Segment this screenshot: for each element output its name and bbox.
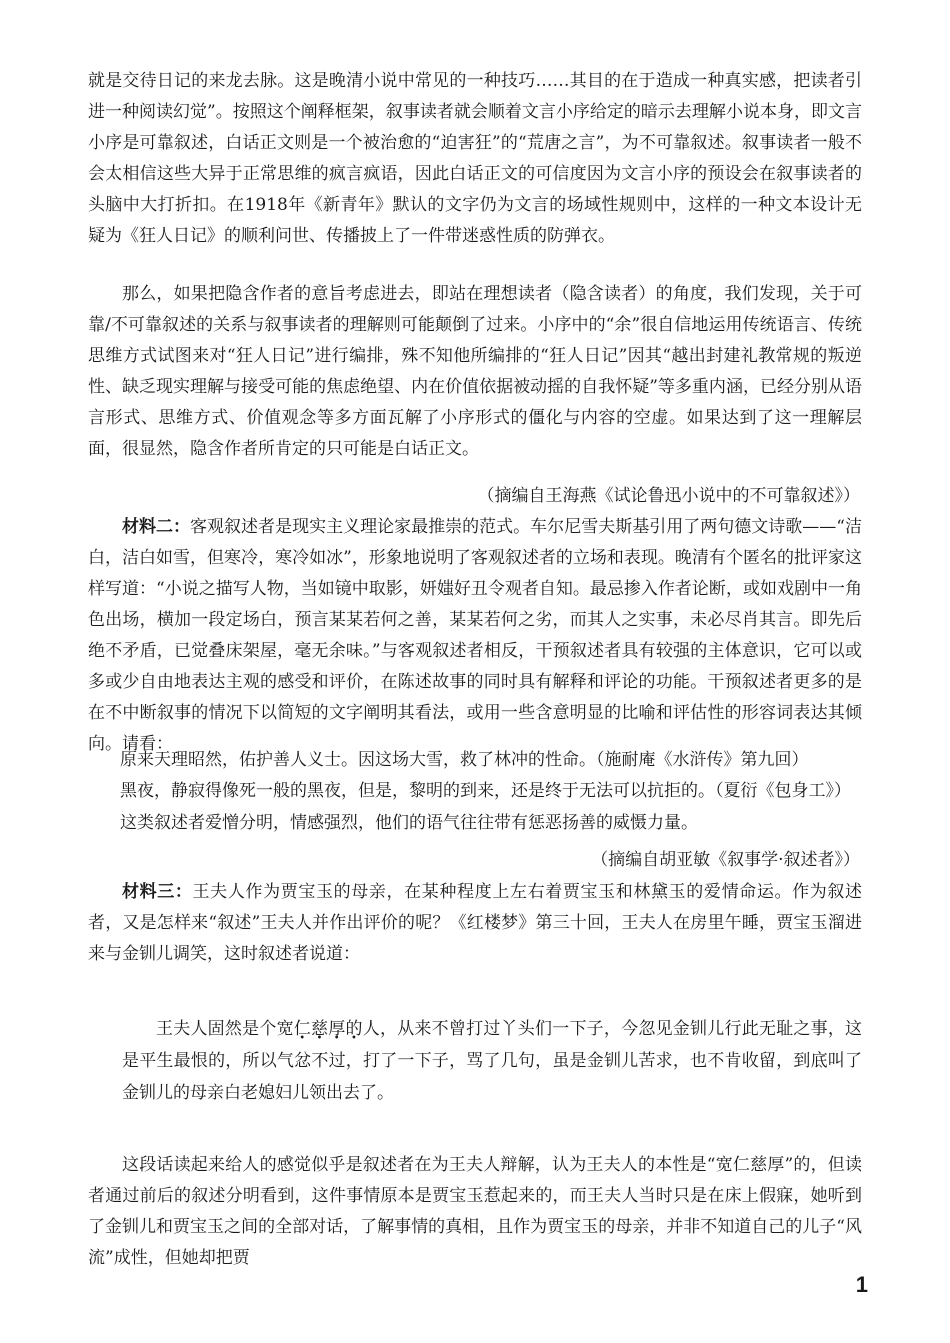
paragraph-2: 那么，如果把隐含作者的意旨考虑进去，即站在理想读者（隐含读者）的角度，我们发现，关于可靠/不可靠叙述的关系与叙事读者的理解则可能颠倒了过来。小序中的“余”很自信地运用传统语言、传统思维方式试图来对“狂人日记”进行编排，殊不知他所编排的“狂人日记”因其“越出封建礼教常规的叛逆性、缺乏现实理解与接受可能的焦虑绝望、内在价值依据被动摇的自我怀疑”等多重内涵，已经分别从语言形式、思维方式、价值观念等多方面瓦解了小序形式的僵化与内容的空虚。如果达到了这一理解层面，很显然，隐含作者所肯定的只可能是白话正文。	[88, 284, 862, 459]
emphasis-char: 厚	[328, 1019, 346, 1039]
paragraph-1: 就是交待日记的来龙去脉。这是晚清小说中常见的一种技巧……其目的在于造成一种真实感，把读者引进一种阅读幻觉”。按照这个阐释框架，叙事读者就会顺着文言小序给定的暗示去理解小说本身，即文言小序是可靠叙述，白话正文则是一个被治愈的“迫害狂”的“荒唐之言”，为不可靠叙述。叙事读者一般不会太相信这些大异于正常思维的疯言疯语，因此白话正文的可信度因为文言小序的预设会在叙事读者的头脑中大打折扣。在1918年《新青年》默认的文字仍为文言的场域性规则中，这样的一种文本设计无疑为《狂人日记》的顺利问世、传播披上了一件带迷惑性质的防弹衣。	[88, 71, 862, 246]
block-quote-hongloumeng	[122, 1013, 862, 1109]
emphasis-char: 宽	[276, 1019, 294, 1039]
source-citation-2: （摘编自胡亚敏《叙事学·叙述者》）	[591, 850, 860, 870]
material-two-text: 客观叙述者是现实主义理论家最推崇的范式。车尔尼雪夫斯基引用了两句德文诗歌——“洁白，洁白如雪，但寒冷，寒冷如冰”，形象地说明了客观叙述者的立场和表现。晚清有个匿名的批评家这样写道：“小说之描写人物，当如镜中取影，妍媸好丑令观者自知。最忌掺入作者论断，或如戏剧中一角色出场，横加一段定场白，预言某某若何之善，某某若何之劣，而其人之实事，未必尽肖其言。即先后绝不矛盾，已觉叠床架屋，毫无余味。”与客观叙述者相反，干预叙述者具有较强的主体意识，它可以或多或少自由地表达主观的感受和评价，在陈述故事的同时具有解释和评论的功能。干预叙述者更多的是在不中断叙事的情况下以简短的文字阐明其看法，或用一些含意明显的比喻和评估性的形容词表达其倾向。请看：	[88, 517, 862, 754]
material-three-text: 王夫人作为贾宝玉的母亲，在某种程度上左右着贾宝玉和林黛玉的爱情命运。作为叙述者，又是怎样来“叙述”王夫人并作出评价的呢？《红楼梦》第三十回，王夫人在房里午睡，贾宝玉溜进来与金钏儿调笑，这时叙述者说道：	[88, 882, 863, 964]
emphasis-dotted-text	[277, 1019, 346, 1039]
quote-comment: 这类叙述者爱憎分明，情感强烈，他们的语气往往带有惩恶扬善的威慑力量。	[120, 813, 698, 833]
material-two	[88, 512, 862, 760]
quote-shuihu: 原来天理昭然，佑护善人义士。因这场大雪，救了林冲的性命。（施耐庵《水浒传》第九回）	[120, 750, 809, 770]
block-quote-post: 的人，从来不曾打过丫头们一下子，今忽见金钏儿行此无耻之事，这是平生最恨的，所以气忿不过，打了一下子，骂了几句，虽是金钏儿苦求，也不肯收留，到底叫了金钏儿的母亲白老媳妇儿领出去了。	[122, 1019, 863, 1103]
paragraph-last: 这段话读起来给人的感觉似乎是叙述者在为王夫人辩解，认为王夫人的本性是“宽仁慈厚”的，但读者通过前后的叙述分明看到，这件事情原本是贾宝玉惹起来的，而王夫人当时只是在床上假寐，她听到了金钏儿和贾宝玉之间的全部对话，了解事情的真相，且作为贾宝玉的母亲，并非不知道自己的儿子“风流”成性，但她却把贾	[88, 1155, 862, 1268]
block-quote-pre: 王夫人固然是个	[156, 1019, 277, 1039]
emphasis-char: 仁	[293, 1019, 312, 1039]
material-two-label: 材料二：	[122, 517, 191, 537]
page-number: 1	[855, 1272, 868, 1297]
emphasis-char: 慈	[311, 1019, 329, 1039]
source-citation-1: （摘编自王海燕《试论鲁迅小说中的不可靠叙述》）	[477, 486, 860, 506]
quote-baoshengong: 黑夜，静寂得像死一般的黑夜，但是，黎明的到来，还是终于无法可以抗拒的。（夏衍《包身工》）	[120, 781, 851, 801]
material-three	[88, 877, 862, 970]
material-three-label: 材料三：	[122, 882, 193, 902]
